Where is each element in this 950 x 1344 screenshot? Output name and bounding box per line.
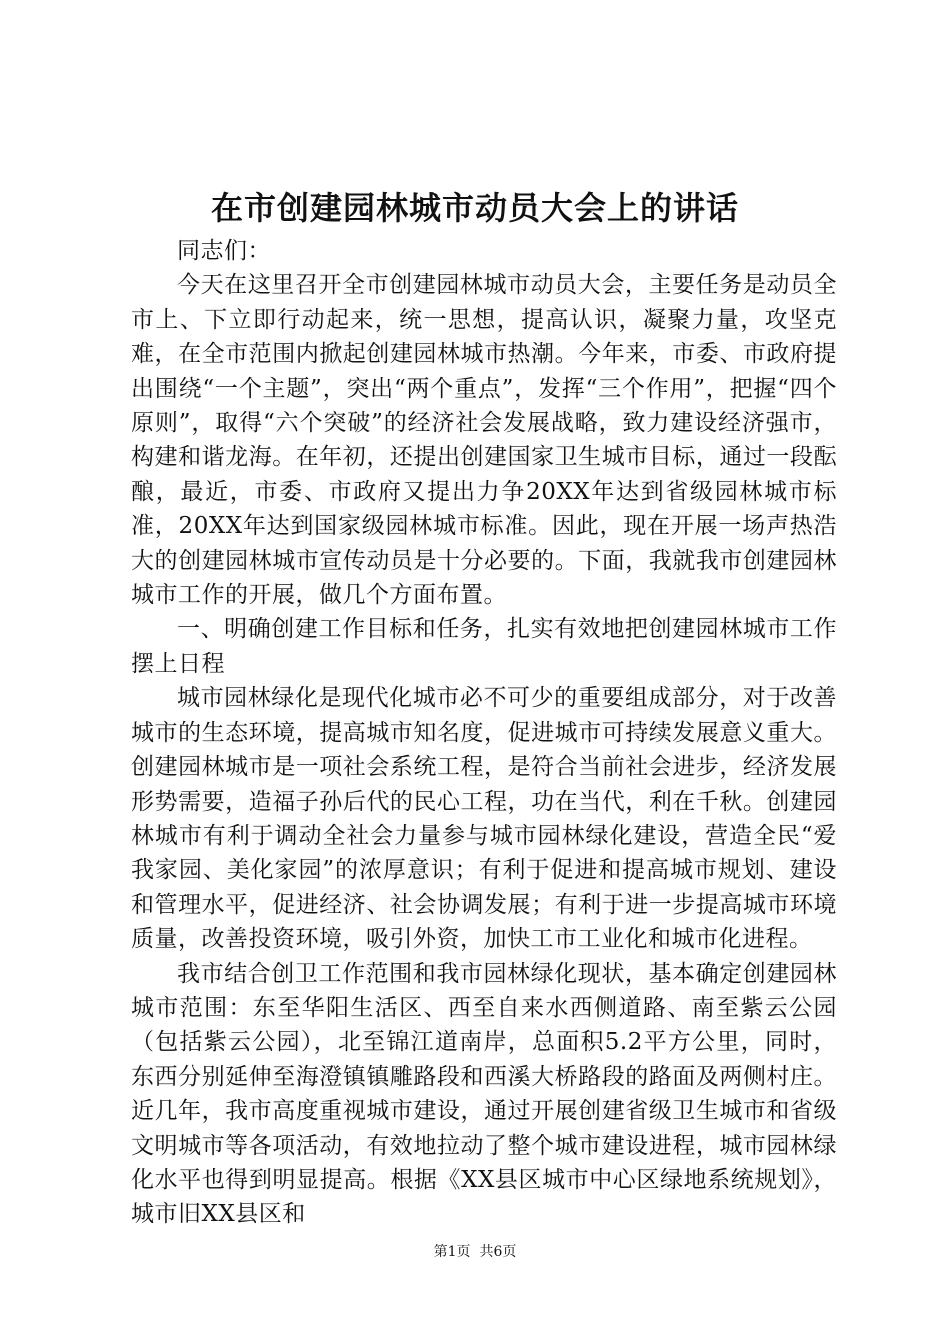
paragraph: 我市结合创卫工作范围和我市园林绿化现状，基本确定创建园林城市范围：东至华阳生活区、西至自来水西侧道路、南至紫云公园（包括紫云公园），北至锦江道南岸，总面积5.2平方公里，同时，东西分别延伸至海澄镇镇雕路段和西溪大桥路段的路面及两侧村庄。近几年，我市高度重视城市建设，通过开展创建省级卫生城市和省级文明城市等各项活动，有效地拉动了整个城市建设进程，城市园林绿化水平也得到明显提高。根据《XX县区城市中心区绿地系统规划》，城市旧XX县区和	[131, 960, 837, 1228]
document-body	[131, 234, 837, 1232]
section-heading: 一、明确创建工作目标和任务，扎实有效地把创建园林城市工作摆上日程	[131, 616, 837, 677]
document-title: 在市创建园林城市动员大会上的讲话	[210, 189, 739, 227]
salutation: 同志们：	[177, 238, 271, 264]
paragraph: 今天在这里召开全市创建园林城市动员大会，主要任务是动员全市上、下立即行动起来，统一思想，提高认识，凝聚力量，攻坚克难，在全市范围内掀起创建园林城市热潮。今年来，市委、市政府提出围绕“一个主题”，突出“两个重点”，发挥“三个作用”，把握“四个原则”，取得“六个突破”的经济社会发展战略，致力建设经济强市，构建和谐龙海。在年初，还提出创建国家卫生城市目标，通过一段酝酿，最近，市委、市政府又提出力争20XX年达到省级园林城市标准，20XX年达到国家级园林城市标准。因此，现在开展一场声热浩大的创建园林城市宣传动员是十分必要的。下面，我就我市创建园林城市工作的开展，做几个方面布置。	[131, 272, 837, 609]
page-total: 共6页	[479, 1244, 517, 1260]
paragraph: 城市园林绿化是现代化城市必不可少的重要组成部分，对于改善城市的生态环境，提高城市知名度，促进城市可持续发展意义重大。创建园林城市是一项社会系统工程，是符合当前社会进步，经济发展形势需要，造福子孙后代的民心工程，功在当代，利在千秋。创建园林城市有利于调动全社会力量参与城市园林绿化建设，营造全民“爱我家园、美化家园”的浓厚意识；有利于促进和提高城市规划、建设和管理水平，促进经济、社会协调发展；有利于进一步提高城市环境质量，改善投资环境，吸引外资，加快工市工业化和城市化进程。	[131, 685, 837, 953]
page-footer	[0, 1242, 950, 1262]
page-number: 第1页	[433, 1244, 471, 1260]
